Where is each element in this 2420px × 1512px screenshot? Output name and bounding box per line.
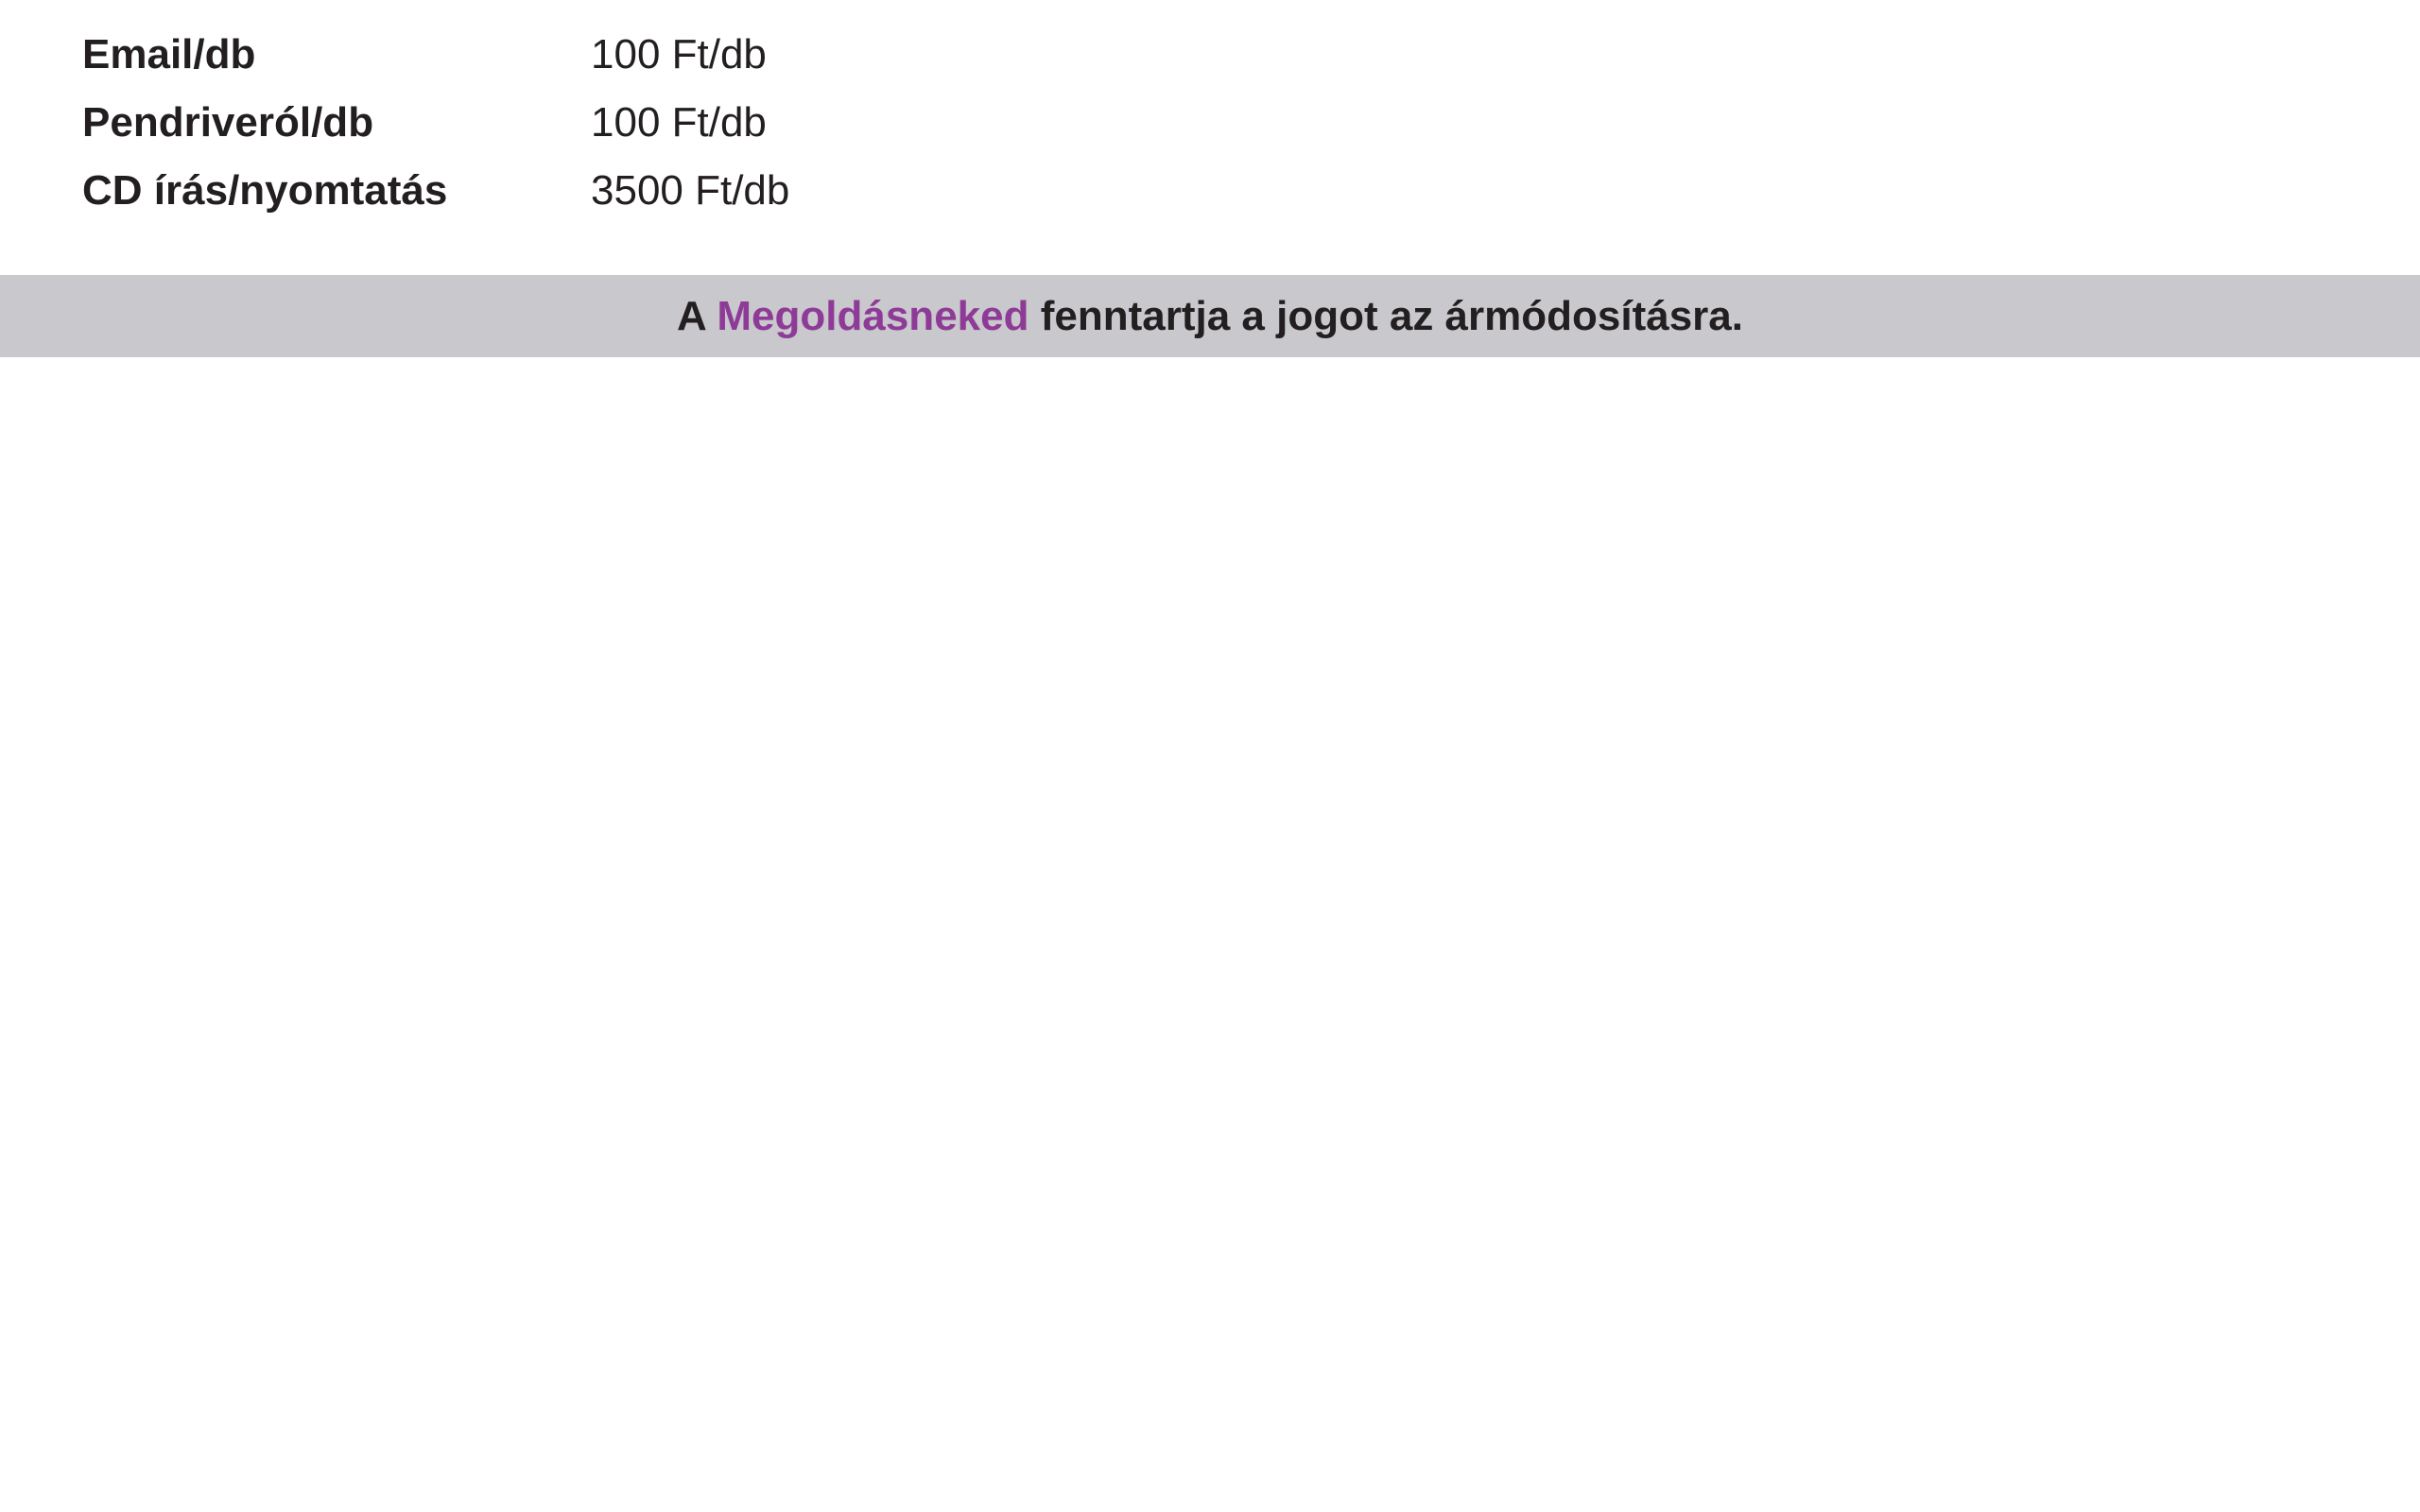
notice-prefix: A [677,292,706,339]
price-row-email [82,21,1217,89]
notice-bar [0,275,2420,357]
price-label: Pendriveról/db [82,99,374,146]
price-value: 3500 Ft/db [591,167,790,214]
price-change-notice [677,293,1743,340]
brand-name: Megoldásneked [717,292,1029,339]
price-list [82,21,1217,225]
price-row-cd [82,157,1217,225]
price-label: CD írás/nyomtatás [82,167,448,214]
price-label: Email/db [82,31,256,77]
price-row-pendrive [82,89,1217,157]
notice-suffix: fenntartja a jogot az ármódosításra. [1040,292,1743,339]
price-value: 100 Ft/db [591,99,767,146]
price-value: 100 Ft/db [591,31,767,77]
